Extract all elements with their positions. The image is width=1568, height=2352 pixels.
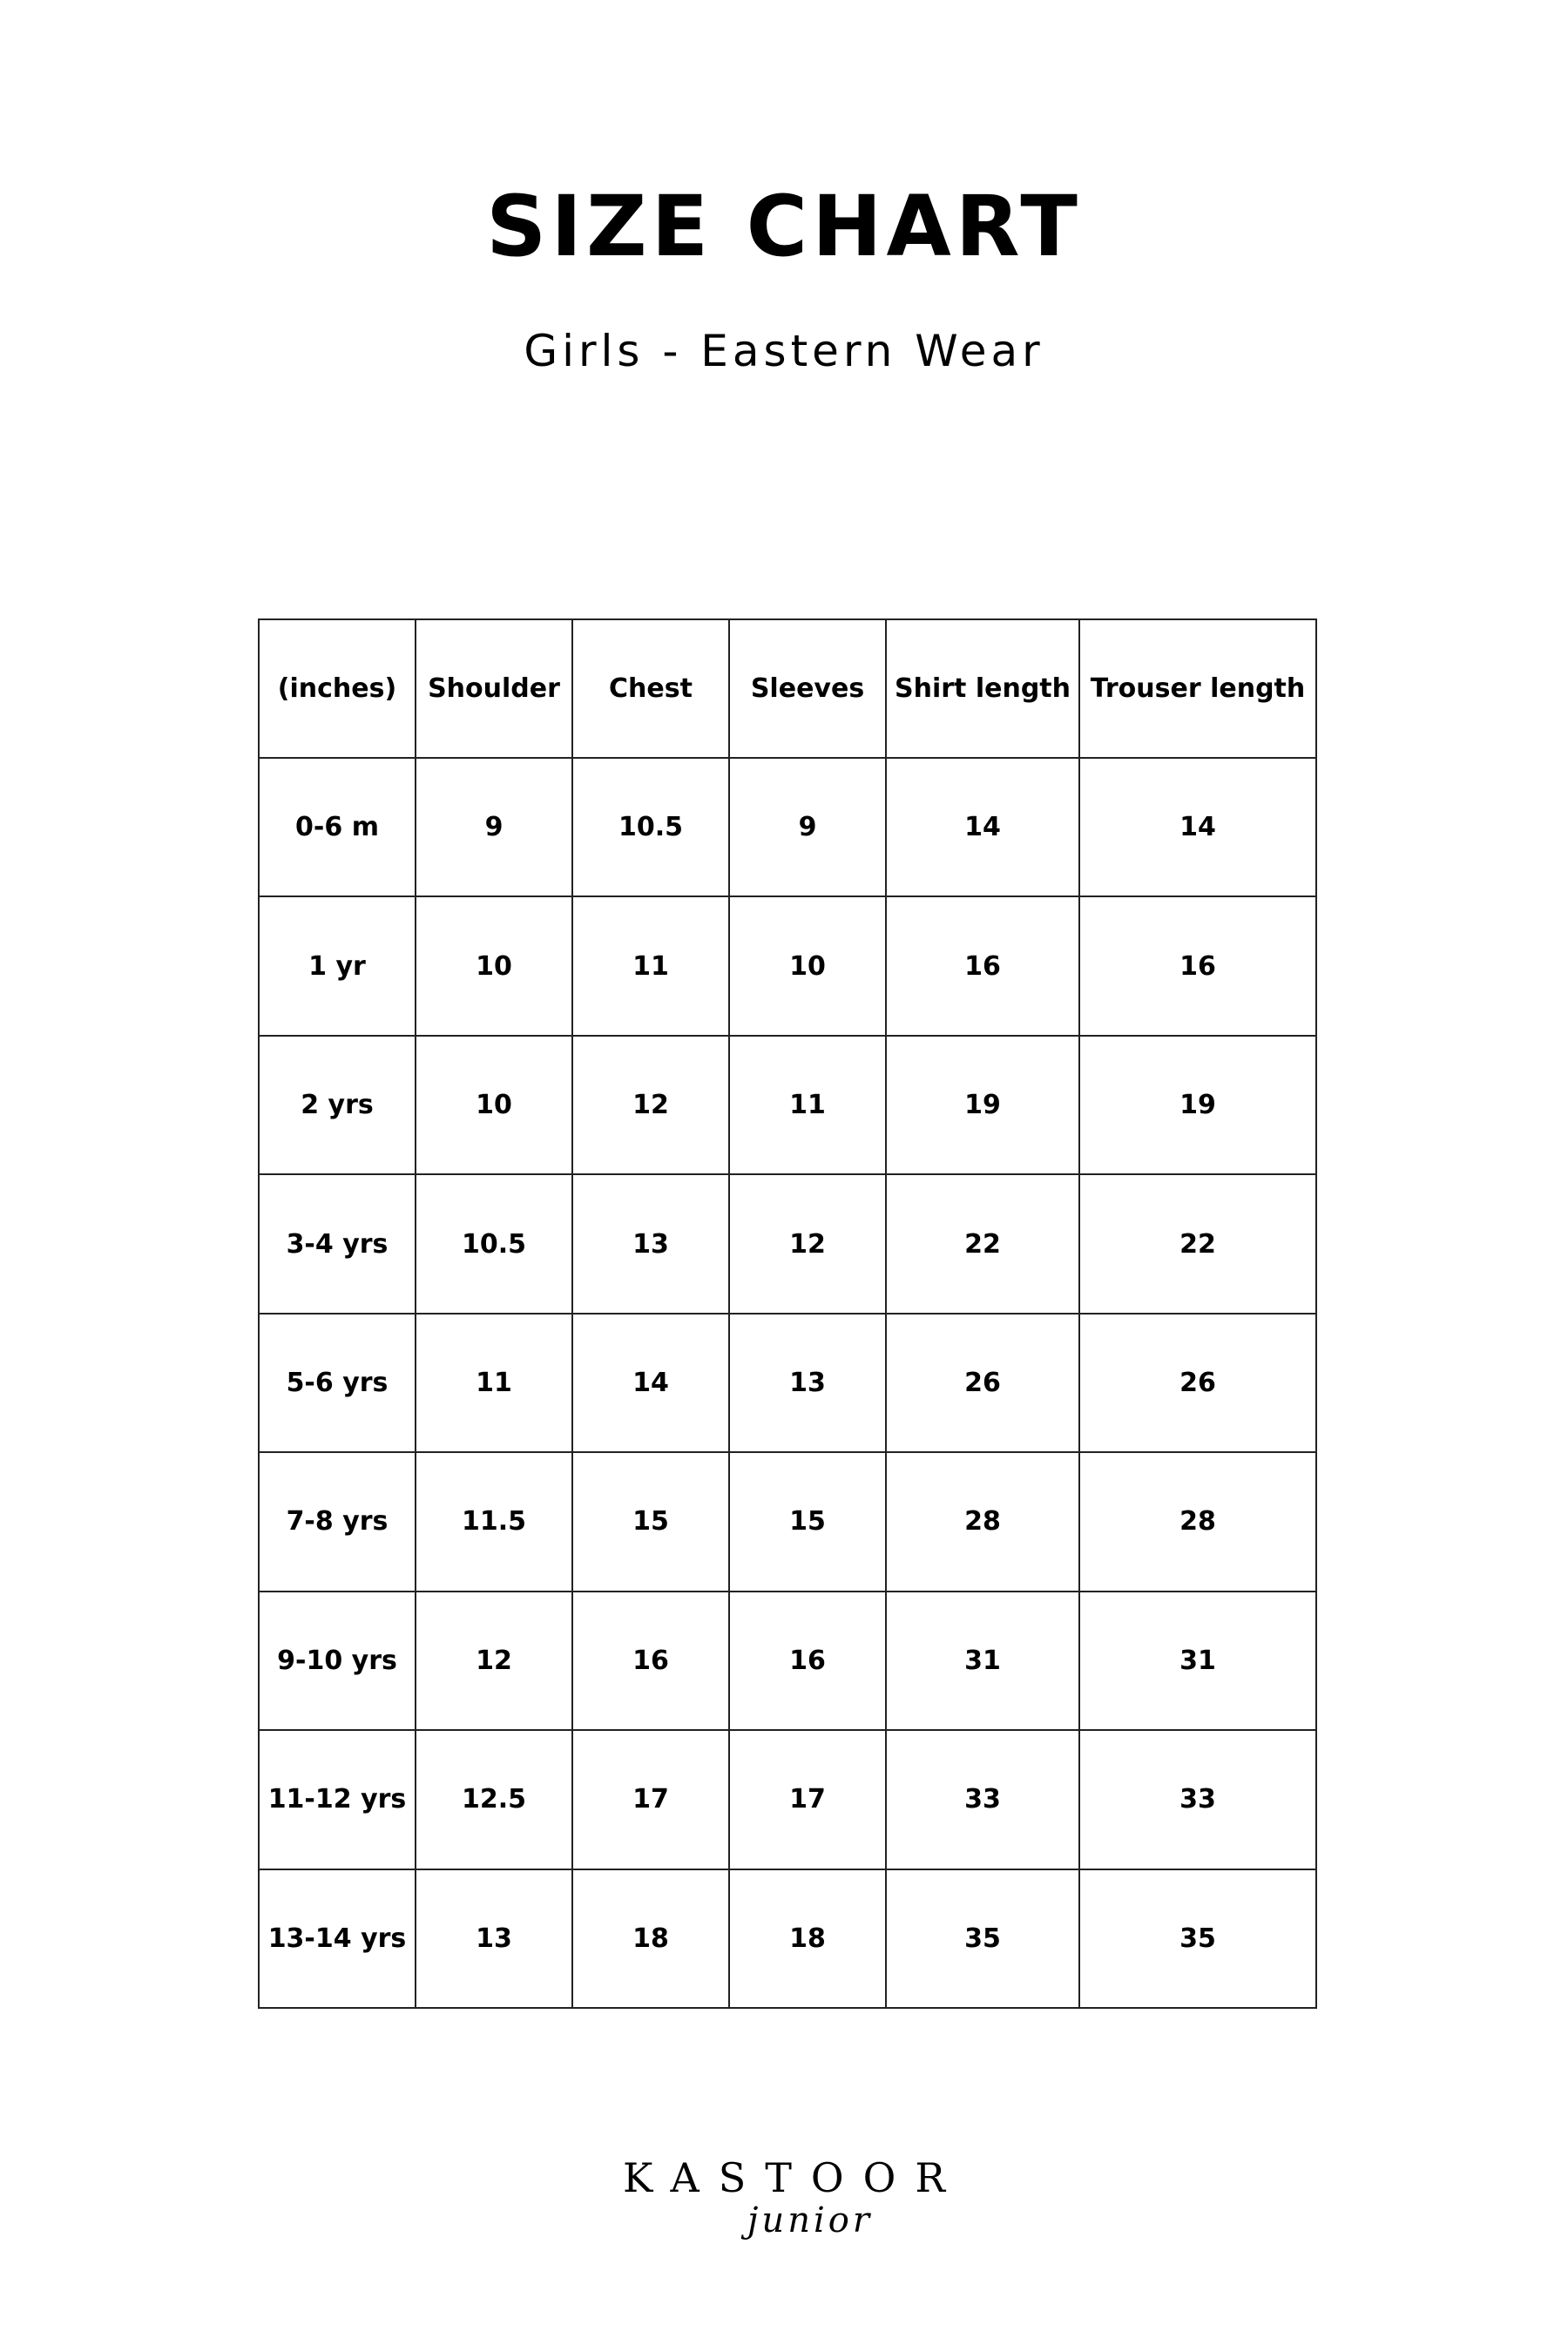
table-cell: 9 bbox=[416, 758, 572, 896]
table-cell: 28 bbox=[1079, 1452, 1316, 1591]
table-row bbox=[259, 1314, 1316, 1452]
table-cell: 11 bbox=[729, 1036, 886, 1174]
table-cell: 14 bbox=[886, 758, 1079, 896]
table-cell: 33 bbox=[886, 1730, 1079, 1869]
table-cell: 12 bbox=[729, 1174, 886, 1313]
table-cell: 11 bbox=[572, 896, 729, 1035]
table-cell: 17 bbox=[729, 1730, 886, 1869]
table-cell: 18 bbox=[572, 1869, 729, 2009]
table-cell: 15 bbox=[572, 1452, 729, 1591]
table-cell: 22 bbox=[1079, 1174, 1316, 1313]
table-cell: 35 bbox=[1079, 1869, 1316, 2009]
size-table bbox=[258, 618, 1317, 2009]
table-cell: 16 bbox=[1079, 896, 1316, 1035]
size-cell: 9-10 yrs bbox=[259, 1592, 416, 1730]
header-cell-unit: (inches) bbox=[259, 619, 416, 758]
header-cell-shoulder: Shoulder bbox=[416, 619, 572, 758]
table-cell: 28 bbox=[886, 1452, 1079, 1591]
table-row bbox=[259, 896, 1316, 1035]
table-row bbox=[259, 1730, 1316, 1869]
size-cell: 3-4 yrs bbox=[259, 1174, 416, 1313]
table-row bbox=[259, 1592, 1316, 1730]
page-title: SIZE CHART bbox=[486, 178, 1082, 275]
header-cell-sleeves: Sleeves bbox=[729, 619, 886, 758]
header-cell-chest: Chest bbox=[572, 619, 729, 758]
table-cell: 10 bbox=[416, 1036, 572, 1174]
size-cell: 7-8 yrs bbox=[259, 1452, 416, 1591]
table-cell: 10 bbox=[729, 896, 886, 1035]
table-cell: 12.5 bbox=[416, 1730, 572, 1869]
table-row bbox=[259, 1452, 1316, 1591]
table-cell: 26 bbox=[1079, 1314, 1316, 1452]
table-cell: 16 bbox=[729, 1592, 886, 1730]
size-cell: 1 yr bbox=[259, 896, 416, 1035]
size-cell: 11-12 yrs bbox=[259, 1730, 416, 1869]
table-cell: 10.5 bbox=[416, 1174, 572, 1313]
table-cell: 31 bbox=[886, 1592, 1079, 1730]
table-cell: 33 bbox=[1079, 1730, 1316, 1869]
page-subtitle: Girls - Eastern Wear bbox=[524, 326, 1044, 376]
table-cell: 19 bbox=[886, 1036, 1079, 1174]
header-cell-shirt-length: Shirt length bbox=[886, 619, 1079, 758]
table-cell: 13 bbox=[416, 1869, 572, 2009]
table-cell: 16 bbox=[886, 896, 1079, 1035]
table-cell: 13 bbox=[572, 1174, 729, 1313]
table-header-row bbox=[259, 619, 1316, 758]
table-cell: 31 bbox=[1079, 1592, 1316, 1730]
table-cell: 19 bbox=[1079, 1036, 1316, 1174]
size-cell: 0-6 m bbox=[259, 758, 416, 896]
table-cell: 11 bbox=[416, 1314, 572, 1452]
table-cell: 16 bbox=[572, 1592, 729, 1730]
logo-sub-text: junior bbox=[747, 2200, 873, 2240]
table-cell: 17 bbox=[572, 1730, 729, 1869]
table-cell: 12 bbox=[416, 1592, 572, 1730]
size-cell: 2 yrs bbox=[259, 1036, 416, 1174]
table-row bbox=[259, 1036, 1316, 1174]
brand-logo bbox=[0, 2152, 1568, 2242]
table-cell: 14 bbox=[572, 1314, 729, 1452]
table-row bbox=[259, 1174, 1316, 1313]
table-cell: 18 bbox=[729, 1869, 886, 2009]
header-cell-trouser-length: Trouser length bbox=[1079, 619, 1316, 758]
size-cell: 5-6 yrs bbox=[259, 1314, 416, 1452]
table-cell: 26 bbox=[886, 1314, 1079, 1452]
table-row bbox=[259, 758, 1316, 896]
table-cell: 12 bbox=[572, 1036, 729, 1174]
table-cell: 14 bbox=[1079, 758, 1316, 896]
table-cell: 35 bbox=[886, 1869, 1079, 2009]
table-cell: 10.5 bbox=[572, 758, 729, 896]
table-cell: 15 bbox=[729, 1452, 886, 1591]
table-cell: 11.5 bbox=[416, 1452, 572, 1591]
logo-brand-text: KASTOOR bbox=[623, 2154, 964, 2201]
table-cell: 10 bbox=[416, 896, 572, 1035]
table-cell: 22 bbox=[886, 1174, 1079, 1313]
table-cell: 9 bbox=[729, 758, 886, 896]
size-cell: 13-14 yrs bbox=[259, 1869, 416, 2009]
table-row bbox=[259, 1869, 1316, 2009]
table-cell: 13 bbox=[729, 1314, 886, 1452]
